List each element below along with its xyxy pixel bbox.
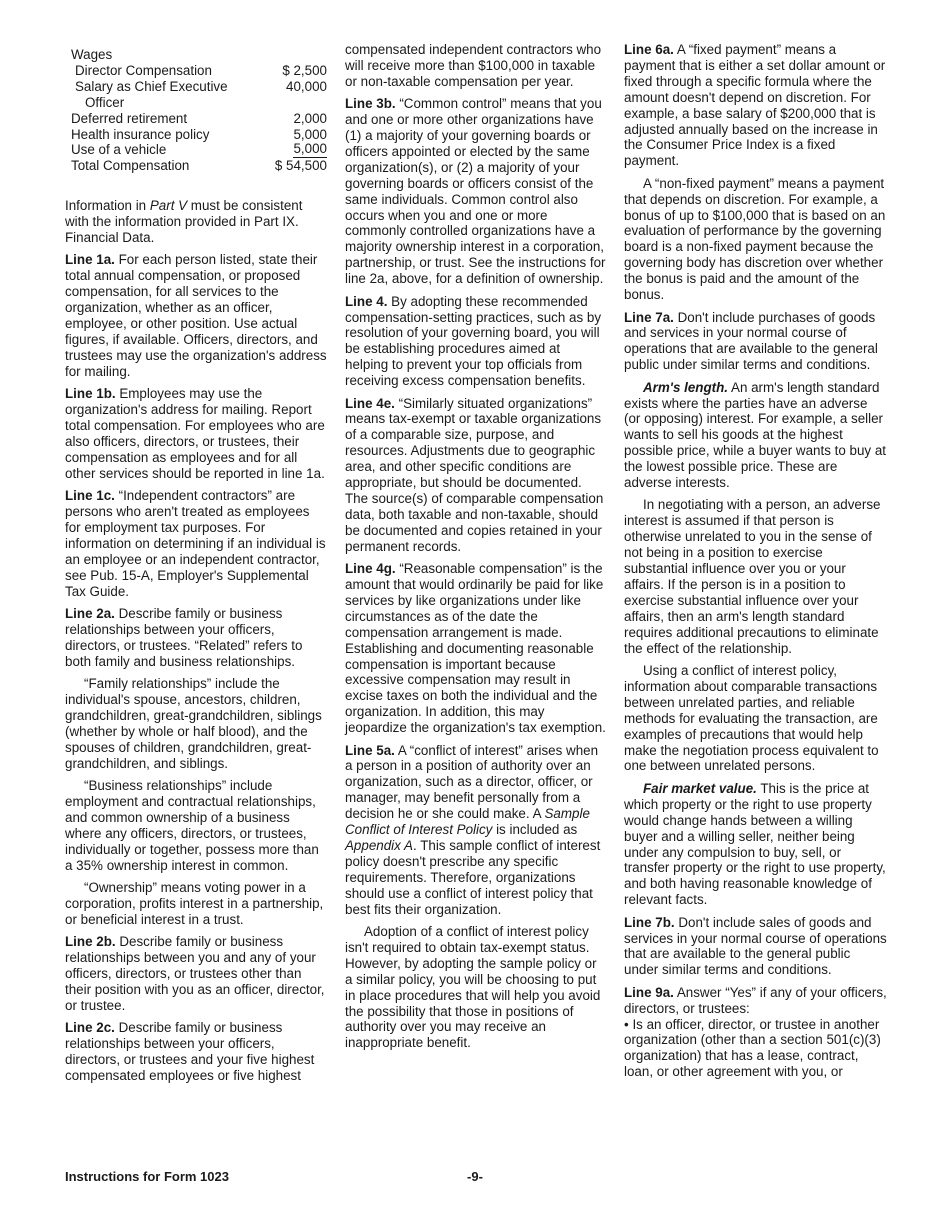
page-number: -9- <box>467 1169 483 1184</box>
line-3b: Line 3b. “Common control” means that you and one or more other organizations have (1) a majority of your governing boards or officers appointed or elected by the same organization(s), or (2) a majority of your governing boards or officers consist of the same individuals. Common control also occurs when you and one or more commonly controlled organizations have a majority ownership interest in a corporation, partnership, or trust. See the instructions for line 2a, above, for a definition of ownership. <box>345 96 606 287</box>
line-1c: Line 1c. “Independent contractors” are persons who aren't treated as employees for employment tax purposes. For information on determining if an individual is an employee or an independent contractor, see Pub. 15-A, Employer's Supplemental Tax Guide. <box>65 488 326 599</box>
non-fixed-payment: A “non-fixed payment” means a payment that depends on discretion. For example, a bonus of up to $100,000 that is based on an evaluation of performance by the governing board is a non-fixed payment because the governing body has discretion over whether the bonus is paid and the amount of the bonus. <box>624 175 886 303</box>
list-item: • Is an officer, director, or trustee in another organization (other than a section 501(c)(3) organization) that has a lease, contract, loan, or other agreement with you, or <box>624 1016 881 1080</box>
line-7b: Line 7b. Don't include sales of goods and services in your normal course of operations that are available to the general public under similar terms and conditions. <box>624 914 887 978</box>
column-3 <box>624 42 887 1080</box>
line-2c-continued: compensated independent contractors who will receive more than $100,000 in taxable or non-taxable compensation per year. <box>345 42 602 89</box>
line-9a: Line 9a. Answer “Yes” if any of your officers, directors, or trustees: <box>624 984 887 1016</box>
conflict-policy-paragraph: Using a conflict of interest policy, information about comparable transactions between unrelated parties, and reliable methods for evaluating the transaction, are examples of precautions that would help make the negotiation process equivalent to one between unrelated persons. <box>624 663 879 774</box>
line-2c: Line 2c. Describe family or business relationships between your officers, directors, or trustees and your five highest compensated employees or five highest <box>65 1020 315 1083</box>
adoption-paragraph: Adoption of a conflict of interest policy isn't required to obtain tax-exempt status. However, by adopting the sample policy or a similar policy, you will be choosing to put in place procedures that will help you avoid the possibility that those in positions of authority over you may receive an inappropriate benefit. <box>345 924 601 1051</box>
wages-row: Salary as Chief Executive 40,000 <box>75 78 327 94</box>
ownership-definition: “Ownership” means voting power in a corporation, profits interest in a partnership, or beneficial interest in a trust. <box>65 880 324 927</box>
column-2 <box>345 42 607 1058</box>
line-6a: Line 6a. A “fixed payment” means a payment that is either a set dollar amount or fixed through a specific formula where the amount doesn't depend on discretion. For example, a base salary of $200,000 that is adjusted annually based on the increase in the Consumer Price Index is a fixed payment. <box>624 42 886 169</box>
business-relationships: “Business relationships” include employment and contractual relationships, and common ownership of a business where any officers, directors, or trustees, individually or together, possess more than a 35% ownership interest in common. <box>65 778 319 873</box>
wages-heading: Wages <box>71 47 113 62</box>
column-1 <box>65 42 327 1090</box>
line-4g: Line 4g. “Reasonable compensation” is the amount that would ordinarily be paid for like services by like organizations under like circumstances as of the date the compensation arrangement is made. Establishing and documenting reasonable compensation is important because excessive compensation may result in excise taxes on both the individual and the organization. In addition, this may jeopardize the organization's tax exemption. <box>345 561 606 736</box>
wages-row: Health insurance policy 5,000 <box>71 126 327 142</box>
negotiating-paragraph: In negotiating with a person, an adverse interest is assumed if that person is otherwise unrelated to you in the sense of not being in a position to exercise substantial influence over you or your affairs. If the person is in a position to exercise substantial influence over your affairs, then an arm's length standard requires additional precautions to eliminate the effect of the relationship. <box>624 497 881 656</box>
line-5a: Line 5a. A “conflict of interest” arises when a person in a position of authority over an organization, such as a director, officer, or manager, may benefit personally from a decision he or she could make. A Sample Conflict of Interest Policy is included as Appendix A. This sample conflict of interest policy doesn't prescribe any specific requirements. Therefore, organizations should use a conflict of interest policy that best fits their organization. <box>345 742 601 917</box>
family-relationships: “Family relationships” include the individual's spouse, ancestors, children, grandchildren, great-grandchildren, siblings (whether by whole or half blood), and the spouses of children, grandchildren, great-grandchildren, and siblings. <box>65 676 322 771</box>
wages-row: Deferred retirement 2,000 <box>71 110 327 126</box>
wages-row-total: Total Compensation $ 54,500 <box>71 158 327 174</box>
wages-table <box>71 47 327 174</box>
footer-form-title: Instructions for Form 1023 <box>65 1169 229 1184</box>
line-2a: Line 2a. Describe family or business relationships between your officers, directors, or trustees. “Related” refers to both family and business relationships. <box>65 606 303 669</box>
wages-row: Director Compensation $ 2,500 <box>75 62 327 78</box>
line-9a-bullets <box>624 1017 887 1081</box>
fair-market-value: Fair market value. This is the price at which property or the right to use property would change hands between a willing buyer and a willing seller, neither being under any compulsion to buy, sell, or transfer property or the right to use property, and both having reasonable knowledge of relevant facts. <box>624 780 886 908</box>
wages-row: Use of a vehicle 5,000 <box>71 141 327 158</box>
line-4: Line 4. By adopting these recommended compensation-setting practices, such as by resolution of your governing board, you will be establishing procedures aimed at helping to prevent your top officials from receiving excess compensation benefits. <box>345 293 602 389</box>
arms-length: Arm's length. An arm's length standard exists where the parties have an adverse (or opposing) interest. For example, a seller wants to sell his goods at the highest possible price, while a buyer wants to buy at the lowest possible price. These are adverse interests. <box>624 379 887 491</box>
line-7a: Line 7a. Don't include purchases of goods and services in your normal course of operations that are available to the general public under similar terms and conditions. <box>624 309 878 373</box>
wages-row-continuation: Officer <box>85 94 125 110</box>
part-v-note: Information in Part V must be consistent with the information provided in Part IX. Financial Data. <box>65 198 303 246</box>
line-2b: Line 2b. Describe family or business relationships between you and any of your officers, directors, or trustees other than their position with you as an officer, director, or trustee. <box>65 934 325 1013</box>
bullet-icon: • <box>624 1016 629 1032</box>
line-1a: Line 1a. For each person listed, state their total annual compensation, or proposed compensation, for all services to the organization, whether as an officer, employee, or other position. Use actual figures, if available. Officers, directors, and trustees may use the organization's address for mailing. <box>65 252 327 379</box>
line-1b: Line 1b. Employees may use the organization's address for mailing. Report total compensation. For employees who are also officers, directors, or trustees, their compensation as employees and for all other services should be reported in line 1a. <box>65 386 325 481</box>
line-4e: Line 4e. “Similarly situated organizations” means tax-exempt or taxable organizations of a comparable size, purpose, and resources. Adjustments due to geographic area, and other specific conditions are appropriate, but should be documented. The source(s) of comparable compensation data, both taxable and non-taxable, should be documented and copies retained in your permanent records. <box>345 395 604 554</box>
